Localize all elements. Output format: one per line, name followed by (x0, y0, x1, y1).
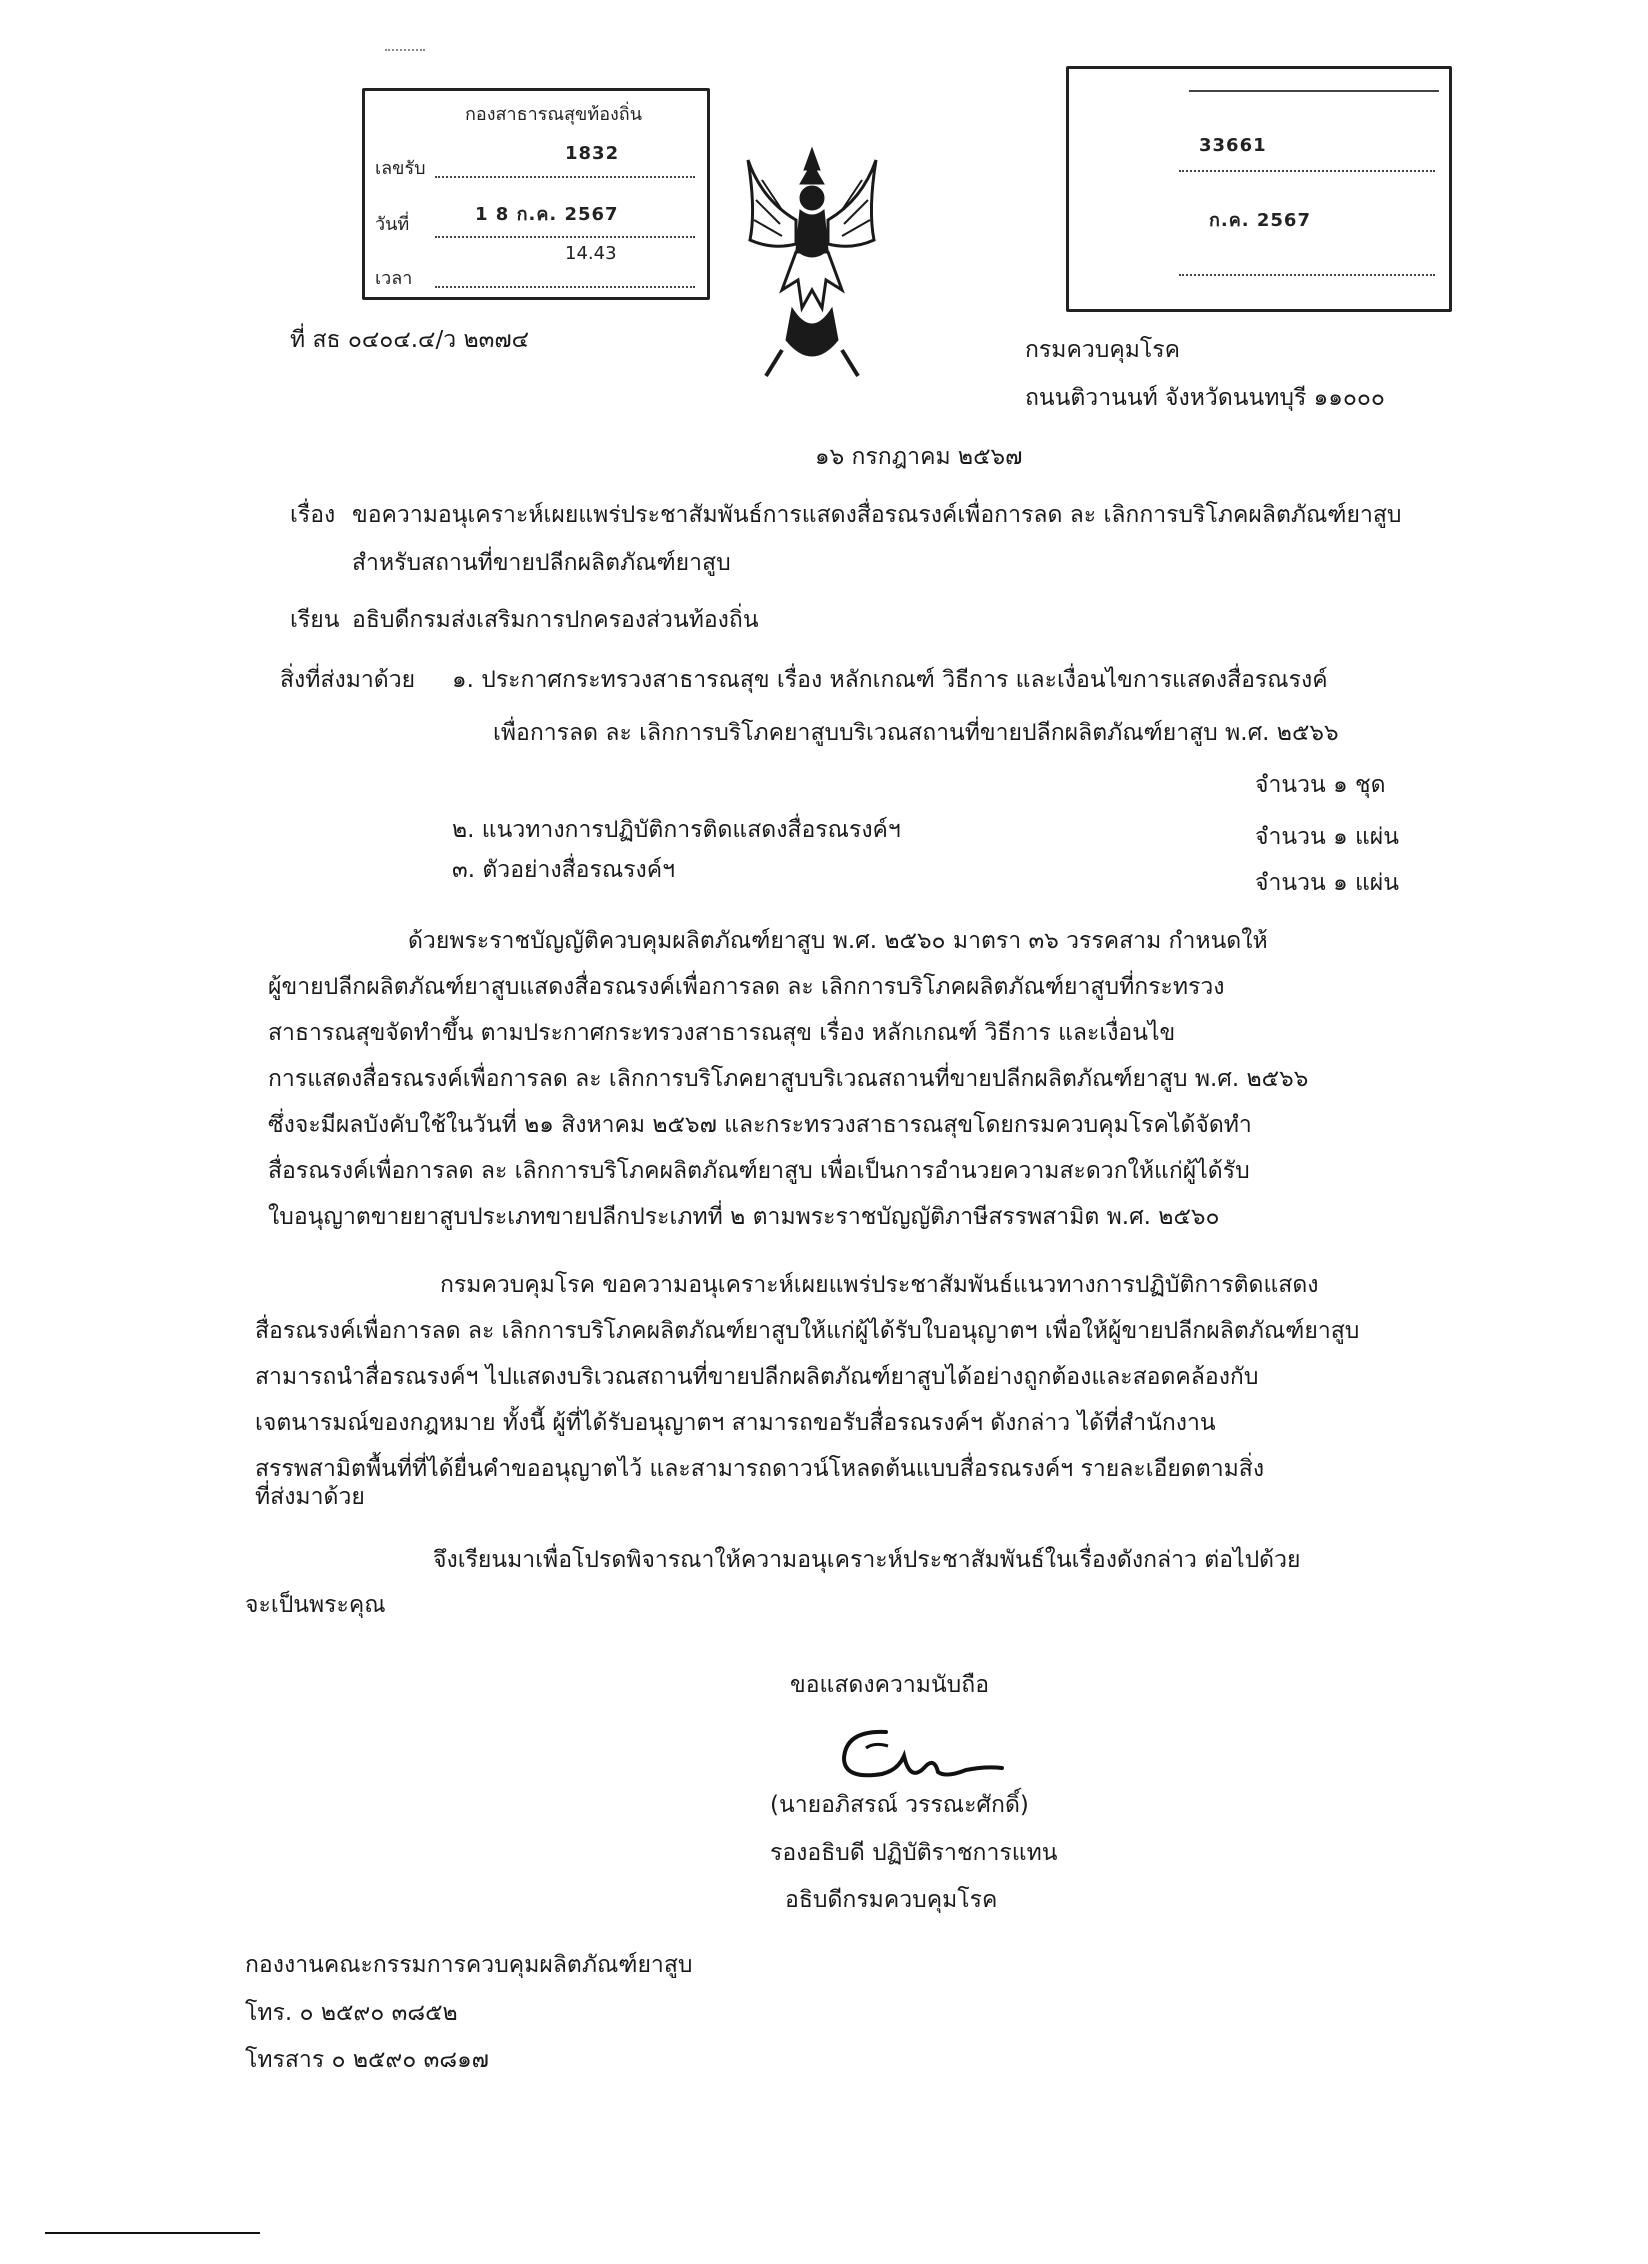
para2-line-2: สื่อรณรงค์เพื่อการลด ละ เลิกการบริโภคผลิตภัณฑ์ยาสูบให้แก่ผู้ได้รับใบอนุญาตฯ เพื่อให้ผู้ขายปลีกผลิตภัณฑ์ยาสูบ (255, 1318, 1360, 1344)
para3-line-1: จึงเรียนมาเพื่อโปรดพิจารณาให้ความอนุเคราะห์ประชาสัมพันธ์ในเรื่องดังกล่าว ต่อไปด้วย (433, 1547, 1301, 1573)
signer-position-1: รองอธิบดี ปฏิบัติราชการแทน (770, 1840, 1058, 1866)
closing-salutation: ขอแสดงความนับถือ (790, 1672, 990, 1698)
subject-line-1: ขอความอนุเคราะห์เผยแพร่ประชาสัมพันธ์การแสดงสื่อรณรงค์เพื่อการลด ละ เลิกการบริโภคผลิตภัณฑ์ยาสูบ (352, 502, 1402, 528)
stamp-receipt-no: 1832 (565, 143, 620, 164)
stamp-date-label: วันที่ (375, 214, 410, 235)
stamp-right-date: ก.ค. 2567 (1209, 210, 1311, 231)
enclosure-3-quantity: จำนวน ๑ แผ่น (1255, 870, 1399, 896)
para2-line-5: สรรพสามิตพื้นที่ที่ได้ยื่นคำขออนุญาตไว้ และสามารถดาวน์โหลดต้นแบบสื่อรณรงค์ฯ รายละเอียดตามสิ่ง (255, 1456, 1265, 1482)
recipient-value: อธิบดีกรมส่งเสริมการปกครองส่วนท้องถิ่น (352, 607, 759, 633)
enclosure-1-line-2: เพื่อการลด ละ เลิกการบริโภคยาสูบบริเวณสถานที่ขายปลีกผลิตภัณฑ์ยาสูบ พ.ศ. ๒๕๖๖ (493, 720, 1339, 746)
enclosure-2-quantity: จำนวน ๑ แผ่น (1255, 824, 1399, 850)
sender-organization: กรมควบคุมโรค (1025, 337, 1180, 363)
enclosures-label: สิ่งที่ส่งมาด้วย (280, 667, 416, 693)
enclosure-1-quantity: จำนวน ๑ ชุด (1255, 772, 1386, 798)
para2-line-3: สามารถนำสื่อรณรงค์ฯ ไปแสดงบริเวณสถานที่ขายปลีกผลิตภัณฑ์ยาสูบได้อย่างถูกต้องและสอดคล้องกับ (255, 1364, 1259, 1390)
para1-line-2: ผู้ขายปลีกผลิตภัณฑ์ยาสูบแสดงสื่อรณรงค์เพื่อการลด ละ เลิกการบริโภคผลิตภัณฑ์ยาสูบที่กระทรวง (268, 974, 1225, 1000)
enclosure-2: ๒. แนวทางการปฏิบัติการติดแสดงสื่อรณรงค์ฯ (452, 817, 901, 843)
stamp-time-value: 14.43 (565, 243, 617, 264)
para1-line-5: ซึ่งจะมีผลบังคับใช้ในวันที่ ๒๑ สิงหาคม ๒๕๖๗ และกระทรวงสาธารณสุขโดยกรมควบคุมโรคได้จัดทำ (268, 1112, 1252, 1138)
signature-icon (826, 1712, 1026, 1792)
para1-line-3: สาธารณสุขจัดทำขึ้น ตามประกาศกระทรวงสาธารณสุข เรื่อง หลักเกณฑ์ วิธีการ และเงื่อนไข (268, 1020, 1176, 1046)
para1-line-7: ใบอนุญาตขายยาสูบประเภทขายปลีกประเภทที่ ๒ ตามพระราชบัญญัติภาษีสรรพสามิต พ.ศ. ๒๕๖๐ (268, 1204, 1220, 1230)
signer-position-2: อธิบดีกรมควบคุมโรค (785, 1887, 998, 1913)
stamp-date-value: 1 8 ก.ค. 2567 (475, 204, 619, 225)
stamp-org: กองสาธารณสุขท้องถิ่น (465, 104, 643, 125)
para2-line-1: กรมควบคุมโรค ขอความอนุเคราะห์เผยแพร่ประชาสัมพันธ์แนวทางการปฏิบัติการติดแสดง (440, 1272, 1319, 1298)
stamp-right-receipt-no: 33661 (1199, 135, 1267, 156)
receipt-stamp-left (362, 88, 710, 300)
stray-mark (385, 35, 425, 51)
garuda-emblem-icon (742, 140, 882, 380)
para3-line-2: จะเป็นพระคุณ (245, 1592, 386, 1618)
enclosure-1-line-1: ๑. ประกาศกระทรวงสาธารณสุข เรื่อง หลักเกณฑ์ วิธีการ และเงื่อนไขการแสดงสื่อรณรงค์ (452, 667, 1328, 693)
signer-name: (นายอภิสรณ์ วรรณะศักดิ์) (770, 1792, 1029, 1818)
bottom-rule (45, 2232, 260, 2234)
footer-office: กองงานคณะกรรมการควบคุมผลิตภัณฑ์ยาสูบ (245, 1952, 693, 1978)
subject-label: เรื่อง (290, 502, 336, 528)
stamp-time-label: เวลา (375, 268, 413, 289)
para2-line-4: เจตนารมณ์ของกฎหมาย ทั้งนี้ ผู้ที่ได้รับอนุญาตฯ สามารถขอรับสื่อรณรงค์ฯ ดังกล่าว ได้ที่สำนักงาน (255, 1410, 1216, 1436)
subject-line-2: สำหรับสถานที่ขายปลีกผลิตภัณฑ์ยาสูบ (352, 550, 731, 576)
sender-address: ถนนติวานนท์ จังหวัดนนทบุรี ๑๑๐๐๐ (1025, 385, 1385, 411)
enclosure-3: ๓. ตัวอย่างสื่อรณรงค์ฯ (452, 857, 676, 883)
recipient-label: เรียน (290, 607, 340, 633)
footer-fax: โทรสาร ๐ ๒๕๙๐ ๓๘๑๗ (245, 2047, 489, 2073)
document-date: ๑๖ กรกฎาคม ๒๕๖๗ (815, 444, 1023, 470)
para1-line-4: การแสดงสื่อรณรงค์เพื่อการลด ละ เลิกการบริโภคยาสูบบริเวณสถานที่ขายปลีกผลิตภัณฑ์ยาสูบ พ.ศ. ๒๕๖๖ (268, 1066, 1309, 1092)
footer-telephone: โทร. ๐ ๒๕๙๐ ๓๘๕๒ (245, 2000, 458, 2026)
para2-line-6: ที่ส่งมาด้วย (255, 1484, 365, 1510)
para1-line-6: สื่อรณรงค์เพื่อการลด ละ เลิกการบริโภคผลิตภัณฑ์ยาสูบ เพื่อเป็นการอำนวยความสะดวกให้แก่ผู้ได้รับ (268, 1158, 1250, 1184)
para1-line-1: ด้วยพระราชบัญญัติควบคุมผลิตภัณฑ์ยาสูบ พ.ศ. ๒๕๖๐ มาตรา ๓๖ วรรคสาม กำหนดให้ (408, 928, 1268, 954)
stamp-receipt-label: เลขรับ (375, 158, 426, 179)
reference-number: ที่ สธ ๐๔๐๔.๔/ว ๒๓๗๔ (290, 327, 530, 353)
receipt-stamp-right (1066, 66, 1452, 312)
